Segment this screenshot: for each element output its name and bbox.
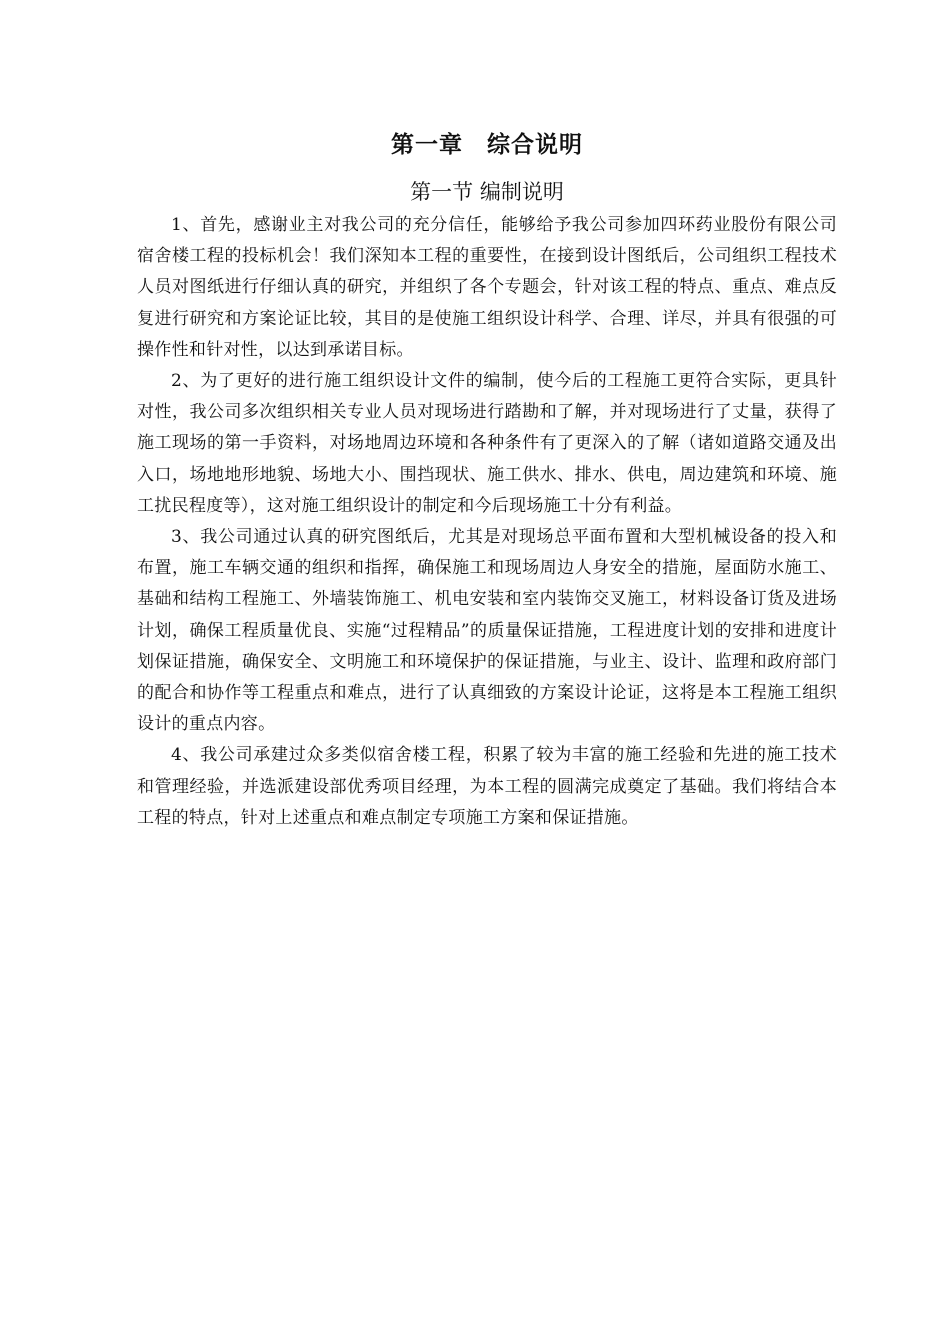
paragraph-1: 1、首先，感谢业主对我公司的充分信任，能够给予我公司参加四环药业股份有限公司宿舍楼工程的投标机会！我们深知本工程的重要性，在接到设计图纸后，公司组织工程技术人员对图纸进行仔细认真的研究，并组织了各个专题会，针对该工程的特点、重点、难点反复进行研究和方案论证比较，其目的是使施工组织设计科学、合理、详尽，并具有很强的可操作性和针对性，以达到承诺目标。 (137, 215, 837, 360)
document-body (137, 126, 837, 834)
chapter-title: 第一章 综合说明 (391, 132, 583, 158)
paragraph-4: 4、我公司承建过众多类似宿舍楼工程，积累了较为丰富的施工经验和先进的施工技术和管理经验，并选派建设部优秀项目经理，为本工程的圆满完成奠定了基础。我们将结合本工程的特点，针对上述重点和难点制定专项施工方案和保证措施。 (137, 745, 837, 828)
section-title: 第一节 编制说明 (410, 180, 564, 204)
paragraph-2: 2、为了更好的进行施工组织设计文件的编制，使今后的工程施工更符合实际，更具针对性，我公司多次组织相关专业人员对现场进行踏勘和了解，并对现场进行了丈量，获得了施工现场的第一手资料，对场地周边环境和各种条件有了更深入的了解（诸如道路交通及出入口，场地地形地貌、场地大小、围挡现状、施工供水、排水、供电，周边建筑和环境、施工扰民程度等），这对施工组织设计的制定和今后现场施工十分有利益。 (137, 371, 837, 516)
paragraph-3: 3、我公司通过认真的研究图纸后，尤其是对现场总平面布置和大型机械设备的投入和布置，施工车辆交通的组织和指挥，确保施工和现场周边人身安全的措施，屋面防水施工、基础和结构工程施工、外墙装饰施工、机电安装和室内装饰交叉施工，材料设备订货及进场计划，确保工程质量优良、实施“过程精品”的质量保证措施，工程进度计划的安排和进度计划保证措施，确保安全、文明施工和环境保护的保证措施，与业主、设计、监理和政府部门的配合和协作等工程重点和难点，进行了认真细致的方案设计论证，这将是本工程施工组织设计的重点内容。 (137, 527, 837, 735)
